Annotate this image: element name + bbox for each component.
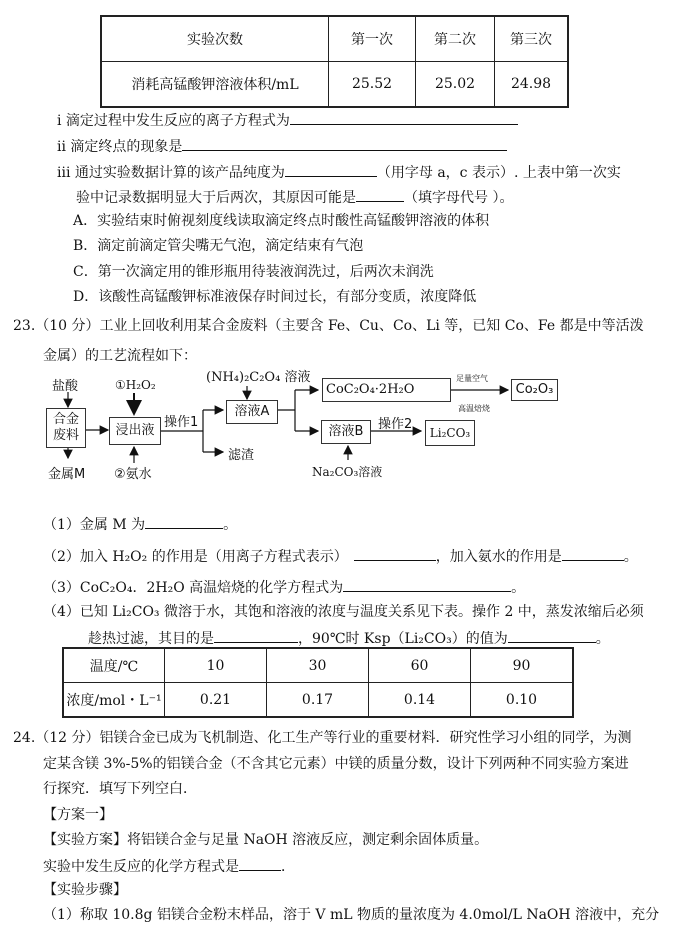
table-cell: 60 — [369, 648, 471, 683]
option-c: C．第一次滴定用的锥形瓶用待装液润洗过，后两次未润洗 — [73, 264, 434, 280]
box-cobalt-oxalate: CoC₂O₄·2H₂O — [322, 378, 451, 402]
option-d: D．该酸性高锰酸钾标准液保存时间过长，有部分变质，浓度降低 — [73, 289, 477, 305]
q22-ii: ii 滴定终点的现象是 — [57, 136, 507, 156]
q23-part1: （1）金属 M 为 。 — [43, 514, 237, 534]
table-header-cell: 实验次数 — [101, 16, 329, 62]
table-header-row — [101, 16, 568, 62]
q22-iii: iii 通过实验数据计算的该产品纯度为 （用字母 a，c 表示）. 上表中第一次实 — [57, 162, 621, 182]
solubility-table — [62, 647, 574, 718]
answer-blank[interactable] — [356, 187, 404, 202]
table-cell: 10 — [165, 648, 267, 683]
table-cell: 0.14 — [369, 683, 471, 718]
experiment-steps-heading: 【实验步骤】 — [43, 882, 127, 898]
box-li2co3: Li₂CO₃ — [425, 420, 475, 446]
q23-part2: （2）加入 H₂O₂ 的作用是（用离子方程式表示） ，加入氨水的作用是 。 — [43, 546, 638, 566]
label-operation-1: 操作1 — [164, 415, 199, 430]
table-cell: 0.21 — [165, 683, 267, 718]
row-label: 温度/℃ — [63, 648, 165, 683]
label-excess-air: 足量空气 — [456, 374, 488, 383]
answer-blank[interactable] — [354, 546, 436, 561]
row-label: 浓度/mol・L⁻¹ — [63, 683, 165, 718]
q23-intro: 23.（10 分）工业上回收利用某合金废料（主要含 Fe、Cu、Co、Li 等，已知 Co、Fe 都是中等活泼 — [13, 318, 644, 334]
answer-blank[interactable] — [343, 577, 511, 592]
q22-iii-cont: 验中记录数据明显大于后两次，其原因可能是 （填字母代号 ）。 — [76, 187, 513, 207]
answer-blank[interactable] — [145, 514, 223, 529]
titration-data-table — [100, 15, 569, 108]
table-row — [101, 62, 568, 108]
q24-intro-cont2: 行探究．填写下列空白． — [43, 781, 197, 797]
box-solution-a: 溶液A — [226, 400, 278, 424]
step-1: （1）称取 10.8g 铝镁合金粉末样品，溶于 V mL 物质的量浓度为 4.0mol/L NaOH 溶液中，充分 — [43, 907, 660, 923]
plan-one-heading: 【方案一】 — [43, 807, 113, 823]
table-cell: 0.10 — [471, 683, 574, 718]
label-metal-m: 金属M — [48, 467, 86, 482]
table-header-cell: 第一次 — [329, 16, 416, 62]
table-header-cell: 第三次 — [495, 16, 569, 62]
q24-intro-cont: 定某含镁 3%-5%的铝镁合金（不含其它元素）中镁的质量分数，设计下列两种不同实验方案进 — [43, 756, 629, 772]
box-solution-b: 溶液B — [321, 420, 371, 444]
box-co2o3: Co₂O₃ — [511, 379, 558, 401]
answer-blank[interactable] — [182, 136, 507, 151]
row-label: 消耗高锰酸钾溶液体积/mL — [101, 62, 329, 108]
q23-part3: （3）CoC₂O₄．2H₂O 高温焙烧的化学方程式为 。 — [43, 577, 525, 597]
q23-part4: （4）已知 Li₂CO₃ 微溶于水，其饱和溶液的浓度与温度关系见下表。操作 2 中，蒸发浓缩后必须 — [43, 604, 644, 620]
answer-blank[interactable] — [285, 162, 377, 177]
label-oxalate-solution: (NH₄)₂C₂O₄ 溶液 — [206, 370, 311, 385]
q22-i: i 滴定过程中发生反应的离子方程式为 — [57, 110, 518, 130]
table-row — [63, 683, 573, 718]
table-cell: 30 — [267, 648, 369, 683]
label-ammonia: ②氨水 — [114, 467, 152, 482]
table-cell: 0.17 — [267, 683, 369, 718]
q24-intro: 24.（12 分）铝镁合金已成为飞机制造、化工生产等行业的重要材料．研究性学习小组的同学，为测 — [13, 730, 632, 746]
q23-intro-cont: 金属）的工艺流程如下： — [43, 348, 197, 364]
label-h2o2: ①H₂O₂ — [115, 378, 156, 392]
table-cell: 25.52 — [329, 62, 416, 108]
option-a: A．实验结束时俯视刻度线读取滴定终点时酸性高锰酸钾溶液的体积 — [73, 213, 490, 229]
label-high-temp-calcine: 高温焙烧 — [458, 404, 490, 413]
table-header-cell: 第二次 — [416, 16, 495, 62]
table-row — [63, 648, 573, 683]
label-hcl: 盐酸 — [52, 379, 79, 394]
reaction-equation-question: 实验中发生反应的化学方程式是 ． — [43, 856, 295, 876]
option-b: B．滴定前滴定管尖嘴无气泡，滴定结束有气泡 — [73, 238, 364, 254]
q23-part4-cont: 趁热过滤，其目的是 ，90℃时 Ksp（Li₂CO₃）的值为 。 — [88, 628, 610, 648]
answer-blank[interactable] — [214, 628, 298, 643]
experiment-scheme: 【实验方案】将铝镁合金与足量 NaOH 溶液反应，测定剩余固体质量。 — [43, 832, 489, 848]
answer-blank[interactable] — [508, 628, 596, 643]
answer-blank[interactable] — [562, 546, 624, 561]
box-leach-solution: 浸出液 — [109, 417, 161, 445]
answer-blank[interactable] — [290, 110, 518, 125]
label-operation-2: 操作2 — [378, 417, 413, 432]
answer-blank[interactable] — [239, 856, 281, 871]
box-alloy-waste: 合金 废料 — [46, 408, 86, 448]
label-filter-residue: 滤渣 — [228, 448, 255, 463]
table-cell: 90 — [471, 648, 574, 683]
label-na2co3-solution: Na₂CO₃溶液 — [312, 465, 383, 479]
table-cell: 25.02 — [416, 62, 495, 108]
table-cell: 24.98 — [495, 62, 569, 108]
